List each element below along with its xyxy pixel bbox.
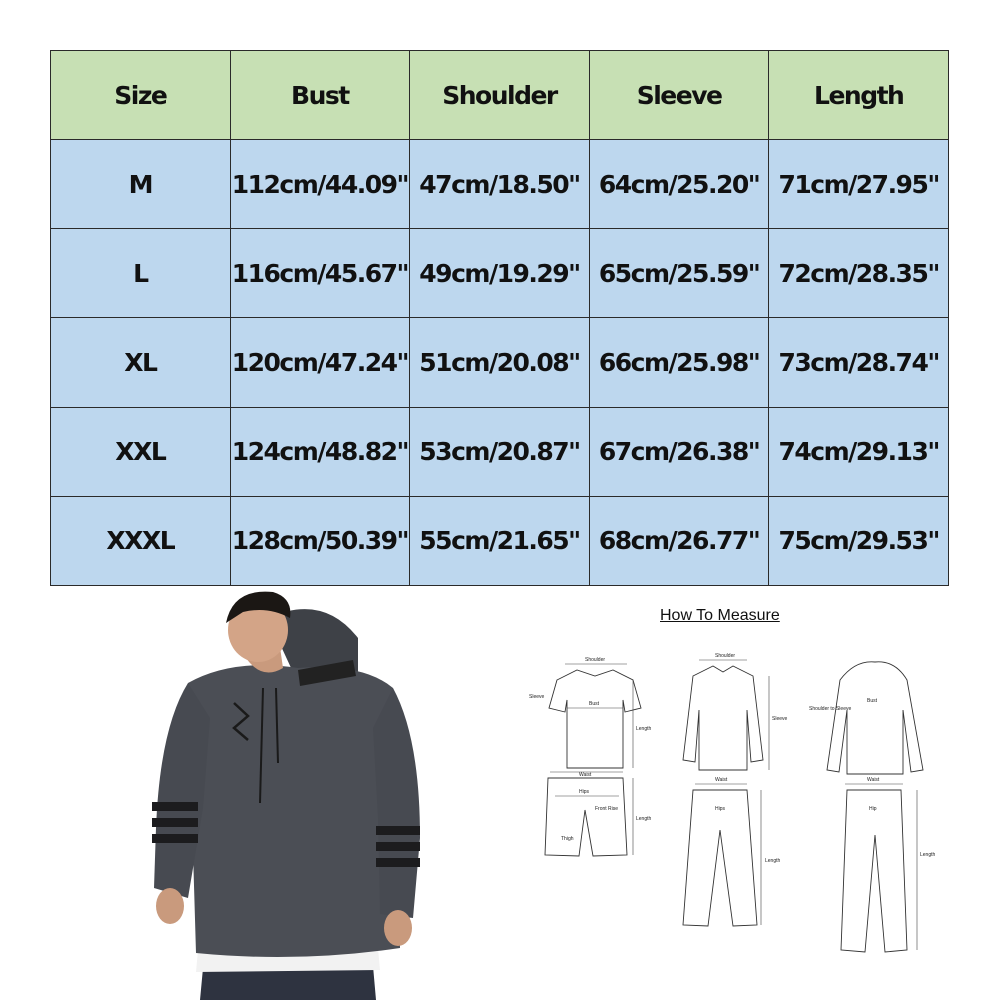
label-shoulder: Shoulder xyxy=(715,653,736,659)
size-chart-table xyxy=(50,50,949,586)
header-length: Length xyxy=(769,51,949,140)
left-sleeve-stripe xyxy=(152,834,198,843)
cell-size: L xyxy=(51,229,231,318)
label-sleeve: Sleeve xyxy=(529,694,545,700)
cell-sleeve: 66cm/25.98" xyxy=(589,318,769,407)
cell-shoulder: 49cm/19.29" xyxy=(410,229,590,318)
label-waist: Waist xyxy=(579,772,592,778)
right-sleeve-stripe xyxy=(376,842,420,851)
cell-length: 71cm/27.95" xyxy=(769,140,949,229)
label-length: Length xyxy=(765,858,781,864)
right-sleeve-stripe xyxy=(376,826,420,835)
header-size: Size xyxy=(51,51,231,140)
label-front-rise: Front Rise xyxy=(595,806,619,812)
cell-bust: 116cm/45.67" xyxy=(230,229,410,318)
header-shoulder: Shoulder xyxy=(410,51,590,140)
label-hips: Hips xyxy=(579,789,590,795)
table-row xyxy=(51,407,949,496)
table-row xyxy=(51,229,949,318)
cell-shoulder: 53cm/20.87" xyxy=(410,407,590,496)
cell-bust: 120cm/47.24" xyxy=(230,318,410,407)
label-length: Length xyxy=(636,816,652,822)
label-bust: Bust xyxy=(867,698,878,704)
right-sleeve-stripe xyxy=(376,858,420,867)
hoodie-icon xyxy=(827,662,923,774)
how-to-measure-title: How To Measure xyxy=(660,607,780,624)
cell-length: 75cm/29.53" xyxy=(769,496,949,585)
cell-length: 72cm/28.35" xyxy=(769,229,949,318)
label-shoulder-to-sleeve: Shoulder to Sleeve xyxy=(809,706,852,712)
cell-size: XXL xyxy=(51,407,231,496)
cell-bust: 112cm/44.09" xyxy=(230,140,410,229)
cell-shoulder: 55cm/21.65" xyxy=(410,496,590,585)
label-shoulder: Shoulder xyxy=(585,657,606,663)
label-hips: Hips xyxy=(715,806,726,812)
label-bust: Bust xyxy=(589,701,600,707)
right-sleeve xyxy=(373,688,420,918)
cell-size: M xyxy=(51,140,231,229)
label-length: Length xyxy=(920,852,936,858)
label-waist: Waist xyxy=(715,777,728,783)
cell-length: 74cm/29.13" xyxy=(769,407,949,496)
label-sleeve: Sleeve xyxy=(772,716,788,722)
cell-sleeve: 67cm/26.38" xyxy=(589,407,769,496)
table-row xyxy=(51,496,949,585)
model-hoodie-photo xyxy=(148,588,428,1000)
cell-sleeve: 65cm/25.59" xyxy=(589,229,769,318)
cell-shoulder: 51cm/20.08" xyxy=(410,318,590,407)
label-waist: Waist xyxy=(867,777,880,783)
label-hip: Hip xyxy=(869,806,877,812)
cell-bust: 124cm/48.82" xyxy=(230,407,410,496)
how-to-measure-diagram xyxy=(515,600,955,980)
cell-bust: 128cm/50.39" xyxy=(230,496,410,585)
cell-length: 73cm/28.74" xyxy=(769,318,949,407)
hoodie-body xyxy=(188,665,400,957)
table-row xyxy=(51,140,949,229)
size-chart-header-row xyxy=(51,51,949,140)
cell-size: XL xyxy=(51,318,231,407)
label-thigh: Thigh xyxy=(561,836,574,842)
joggers-icon xyxy=(841,790,907,952)
label-length: Length xyxy=(636,726,652,732)
shirt-icon xyxy=(683,666,763,770)
tshirt-icon xyxy=(549,670,641,768)
header-sleeve: Sleeve xyxy=(589,51,769,140)
left-sleeve-stripe xyxy=(152,818,198,827)
cell-shoulder: 47cm/18.50" xyxy=(410,140,590,229)
left-hand xyxy=(156,888,184,924)
cell-sleeve: 68cm/26.77" xyxy=(589,496,769,585)
header-bust: Bust xyxy=(230,51,410,140)
cell-sleeve: 64cm/25.20" xyxy=(589,140,769,229)
left-sleeve-stripe xyxy=(152,802,198,811)
right-hand xyxy=(384,910,412,946)
table-row xyxy=(51,318,949,407)
cell-size: XXXL xyxy=(51,496,231,585)
